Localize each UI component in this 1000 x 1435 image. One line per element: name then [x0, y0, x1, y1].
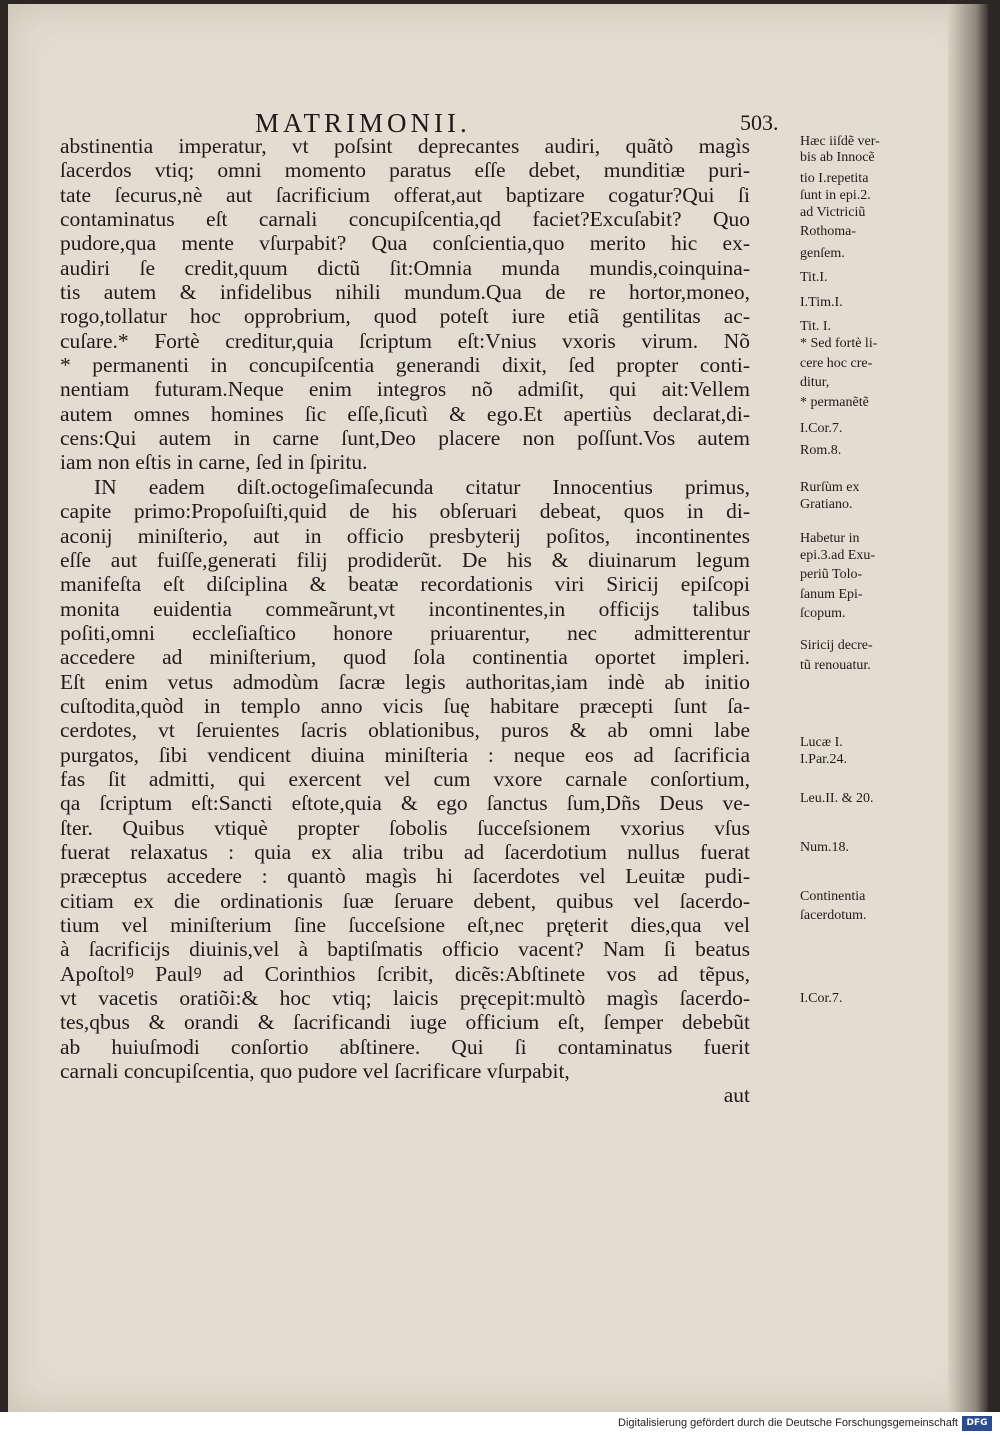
text-line: ſter. Quibus vtiquè propter ſobolis ſucceſsionem vxorius vſus	[60, 815, 750, 840]
text-line: cerdotes, vt ſeruientes ſacris oblationibus, puros & ab omni labe	[60, 718, 750, 743]
margin-note: * Sed fortè li-	[800, 336, 878, 352]
text-line: capite primo:Propoſuiſti,quid de his obſeruari debeat, quos in di-	[60, 499, 750, 524]
text-line: tate ſecurus,nè aut ſacrificium offerat,aut baptizare cogatur?Qui ſi	[60, 182, 750, 207]
text-line: cens:Qui autem in carne ſunt,Deo placere non poſſunt.Vos autem	[60, 426, 750, 451]
margin-note: Rom.8.	[800, 443, 842, 459]
text-line: aconij miniſterio, aut in officio presbyterij poſitos, incontinentes	[60, 523, 750, 548]
margin-note: tũ renouatur.	[800, 657, 871, 673]
margin-note: ſacerdotum.	[800, 908, 867, 924]
margin-note: Siricij decre-	[800, 638, 873, 654]
margin-note: I.Cor.7.	[800, 991, 843, 1007]
margin-note: tio I.repetita	[800, 170, 869, 186]
margin-note: I.Par.24.	[800, 752, 848, 768]
margin-note: ſcopum.	[800, 606, 846, 622]
text-line: cuſtodita,quòd in templo anno vicis ſuę habitare præcepti ſunt ſa-	[60, 693, 750, 718]
page-gutter-shadow	[948, 4, 988, 1412]
text-line: monita euidentia commeãrunt,vt incontinentes,in officijs talibus	[60, 596, 750, 621]
text-line: à ſacrificijs diuinis,vel à baptiſmatis officio vacent? Nam ſi beatus	[60, 937, 750, 962]
text-line: rogo,tollatur hoc opprobrium, quod poteſt iure etiã gentilitas ac-	[60, 304, 750, 329]
text-line: ſacerdos vtiq; omni momento paratus eſſe debet, munditiæ puri-	[60, 158, 750, 183]
text-line: accedere ad miniſterium, quod ſola continentia oportet impleri.	[60, 645, 750, 670]
margin-note: I.Cor.7.	[800, 421, 843, 437]
margin-note: Hæc iiſdẽ ver-	[800, 134, 880, 149]
text-line: eſſe aut fuiſſe,generati filij prodiderũt. De his & diuinarum legum	[60, 547, 750, 572]
footer-bar	[0, 1412, 1000, 1435]
margin-note: ſanum Epi-	[800, 586, 863, 602]
text-line: pudore,qua mente vſurpabit? Qua conſcientia,quo merito hic ex-	[60, 231, 750, 256]
page-number: 503.	[740, 110, 779, 135]
text-line: contaminatus eſt carnali concupiſcentia,qd faciet?Excuſabit? Quo	[60, 207, 750, 232]
text-line: abstinentia imperatur, vt poſsint deprecantes audiri, quãtò magìs	[60, 134, 750, 158]
main-text-block	[60, 134, 880, 1108]
margin-note: Num.18.	[800, 840, 849, 856]
running-head: MATRIMONII.	[255, 108, 471, 138]
text-line: fas ſit admitti, qui exercent vel cum vxore carnale conſortium,	[60, 766, 750, 791]
margin-note: Habetur in	[800, 530, 860, 546]
text-line: autem omnes homines ſic eſſe,ſicutì & ego.Et apertiùs declarat,di-	[60, 401, 750, 426]
text-line: fuerat relaxatus : quia ex alia tribu ad ſacerdotium nullus fuerat	[60, 839, 750, 864]
footer-credit: Digitalisierung gefördert durch die Deutsche Forschungsgemeinschaft	[618, 1417, 958, 1429]
text-line: purgatos, ſibi vendicent diuina miniſteria : neque eos ad ſacrificia	[60, 742, 750, 767]
text-line: iam non eſtis in carne, ſed in ſpiritu.	[60, 450, 368, 475]
margin-note: Continentia	[800, 888, 866, 904]
text-line: tis autem & infidelibus nihili mundum.Qua de re hortor,moneo,	[60, 280, 750, 305]
margin-note: ad Victriciũ	[800, 204, 866, 220]
margin-note: Lucæ I.	[800, 735, 843, 751]
text-line: tium vel miniſterium ſine ſucceſsione eſt,nec pręterit dies,qua vel	[60, 913, 750, 937]
dfg-logo: DFG	[962, 1416, 992, 1431]
margin-note: Tit.I.	[800, 270, 828, 286]
text-line: nentiam futuram.Neque enim integros nõ admiſit, qui ait:Vellem	[60, 377, 750, 402]
margin-note: cere hoc cre-	[800, 355, 873, 371]
margin-note: I.Tim.I.	[800, 294, 843, 310]
text-line: Apoſtolꝰ Paulꝰ ad Corinthios ſcribit, dicẽs:Abſtinete vos ad tẽpus,	[60, 961, 750, 986]
margin-note: Leu.II. & 20.	[800, 791, 874, 807]
margin-note: * permanẽtẽ	[800, 394, 869, 410]
text-line: præceptus accedere : quantò magìs hi ſacerdotes vel Leuitæ pudi-	[60, 864, 750, 889]
text-line: manifeſta eſt diſciplina & beatæ recordationis viri Siricij epiſcopi	[60, 572, 750, 597]
text-line: carnali concupiſcentia, quo pudore vel ſacrificare vſurpabit,	[60, 1059, 570, 1084]
text-line: audiri ſe credit,quum dictũ ſit:Omnia munda mundis,coinquina-	[60, 255, 750, 280]
text-line: IN eadem diſt.octogeſimaſecunda citatur Innocentius primus,	[94, 474, 750, 499]
text-line: citiam ex die ordinationis ſuæ ſeruare debent, quibus vel ſacerdo-	[60, 888, 750, 913]
text-line: vt vacetis oratiõi:& hoc vtiq; laicis pręcepit:multò magìs ſacerdo-	[60, 986, 750, 1011]
text-line: * permanenti in concupiſcentia generandi dixit, ſed propter conti-	[60, 353, 750, 378]
margin-note: epi.3.ad Exu-	[800, 547, 876, 563]
margin-note: ſunt in epi.2.	[800, 187, 871, 203]
text-line: aut	[723, 1083, 750, 1108]
margin-note: Gratiano.	[800, 496, 853, 512]
text-line: tes,qbus & orandi & ſacrificandi iuge officium eſt, ſemper debebũt	[60, 1010, 750, 1035]
margin-note: Rurſùm ex	[800, 479, 860, 495]
margin-note: Tit. I.	[800, 319, 832, 335]
text-line: poſiti,omni eccleſiaſtico honore priuarentur, nec admitterentur	[60, 620, 750, 645]
margin-note: Rothoma-	[800, 224, 856, 240]
text-line: qa ſcriptum eſt:Sancti eſtote,quia & ego ſanctus ſum,Dñs Deus ve-	[60, 791, 750, 816]
text-line: Eſt enim vetus admodùm ſacræ legis authoritas,iam indè ab initio	[60, 669, 750, 694]
margin-note: bis ab Innocẽ	[800, 149, 875, 165]
margin-note: genſem.	[800, 246, 845, 261]
text-line: cuſare.* Fortè creditur,quia ſcriptum eſt:Vnius vxoris virum. Nõ	[60, 328, 750, 353]
margin-note: ditur,	[800, 375, 830, 391]
margin-note: periũ Tolo-	[800, 567, 863, 583]
text-line: ab huiuſmodi conſortio abſtinere. Qui ſi contaminatus fuerit	[60, 1034, 750, 1059]
